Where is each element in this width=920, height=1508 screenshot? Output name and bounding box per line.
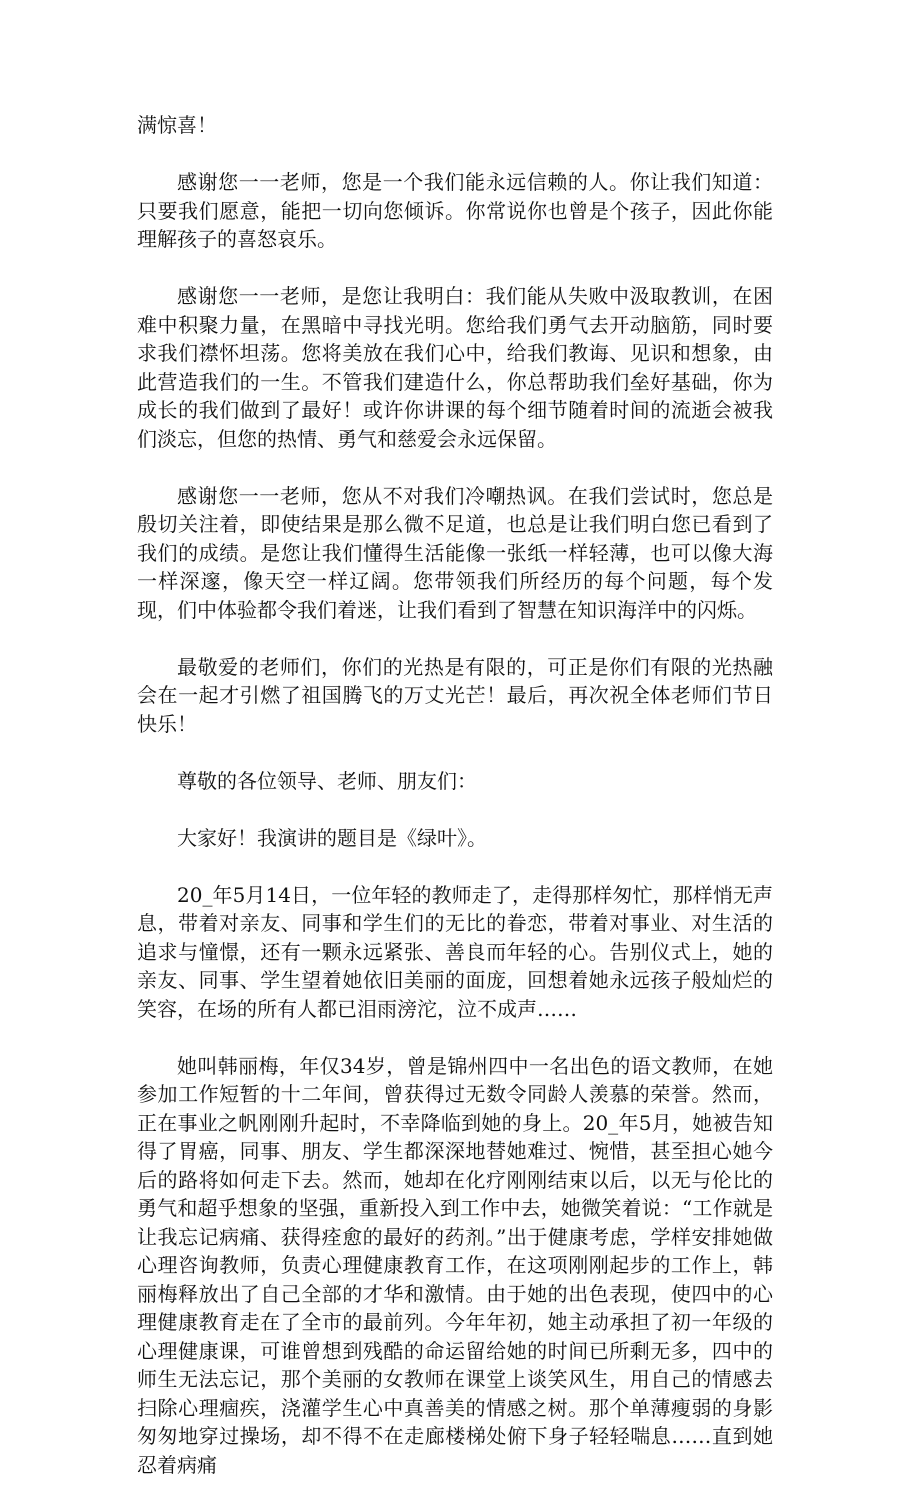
paragraph: 20_年5月14日，一位年轻的教师走了，走得那样匆忙，那样悄无声息，带着对亲友、同事和学生们的无比的眷恋，带着对事业、对生活的追求与憧憬，还有一颗永远紧张、善良而年轻的心。告别仪式上，她的亲友、同事、学生望着她依旧美丽的面庞，回想着她永远孩子般灿烂的笑容，在场的所有人都已泪雨滂沱，泣不成声…… (137, 882, 773, 1021)
paragraph: 感谢您一一老师，您是一个我们能永远信赖的人。你让我们知道：只要我们愿意，能把一切向您倾诉。你常说你也曾是个孩子，因此你能理解孩子的喜怒哀乐。 (137, 170, 773, 251)
greeting: 大家好！我演讲的题目是《绿叶》。 (177, 825, 487, 850)
salutation: 尊敬的各位领导、老师、朋友们： (177, 768, 477, 793)
paragraph: 她叫韩丽梅，年仅34岁，曾是锦州四中一名出色的语文教师，在她参加工作短暂的十二年间，曾获得过无数令同龄人羡慕的荣誉。然而，正在事业之帆刚刚升起时，不幸降临到她的身上。20_年5月，她被告知得了胃癌，同事、朋友、学生都深深地替她难过、惋惜，甚至担心她今后的路将如何走下去。然而，她却在化疗刚刚结束以后，以无与伦比的勇气和超乎想象的坚强，重新投入到工作中去，她微笑着说：“工作就是让我忘记病痛、获得痊愈的最好的药剂。”出于健康考虑，学样安排她做心理咨询教师，负责心理健康教育工作，在这项刚刚起步的工作上，韩丽梅释放出了自己全部的才华和激情。由于她的出色表现，使四中的心理健康教育走在了全市的最前列。今年年初，她主动承担了初一年级的心理健康课，可谁曾想到残酷的命运留给她的时间已所剩无多，四中的师生无法忘记，那个美丽的女教师在课堂上谈笑风生，用自己的情感去扫除心理痼疾，浇灌学生心中真善美的情感之树。那个单薄瘦弱的身影匆匆地穿过操场，却不得不在走廊楼梯处俯下身子轻轻喘息……直到她忍着病痛 (137, 1053, 773, 1477)
paragraph-continuation: 满惊喜！ (137, 113, 217, 137)
paragraph: 最敬爱的老师们，你们的光热是有限的，可正是你们有限的光热融会在一起才引燃了祖国腾飞的万丈光芒！最后，再次祝全体老师们节日快乐！ (137, 654, 773, 736)
paragraph: 感谢您一一老师，您从不对我们冷嘲热讽。在我们尝试时，您总是殷切关注着，即使结果是那么微不足道，也总是让我们明白您已看到了我们的成绩。是您让我们懂得生活能像一张纸一样轻薄，也可以像大海一样深邃，像天空一样辽阔。您带领我们所经历的每个问题，每个发现，们中体验都令我们着迷，让我们看到了智慧在知识海洋中的闪烁。 (137, 483, 773, 622)
document-body (137, 111, 773, 1508)
paragraph: 感谢您一一老师，是您让我明白：我们能从失败中汲取教训，在困难中积聚力量，在黑暗中寻找光明。您给我们勇气去开动脑筋，同时要求我们襟怀坦荡。您将美放在我们心中，给我们教诲、见识和想象，由此营造我们的一生。不管我们建造什么，你总帮助我们垒好基础，你为成长的我们做到了最好！或许你讲课的每个细节随着时间的流逝会被我们淡忘，但您的热情、勇气和慈爱会永远保留。 (137, 284, 773, 451)
